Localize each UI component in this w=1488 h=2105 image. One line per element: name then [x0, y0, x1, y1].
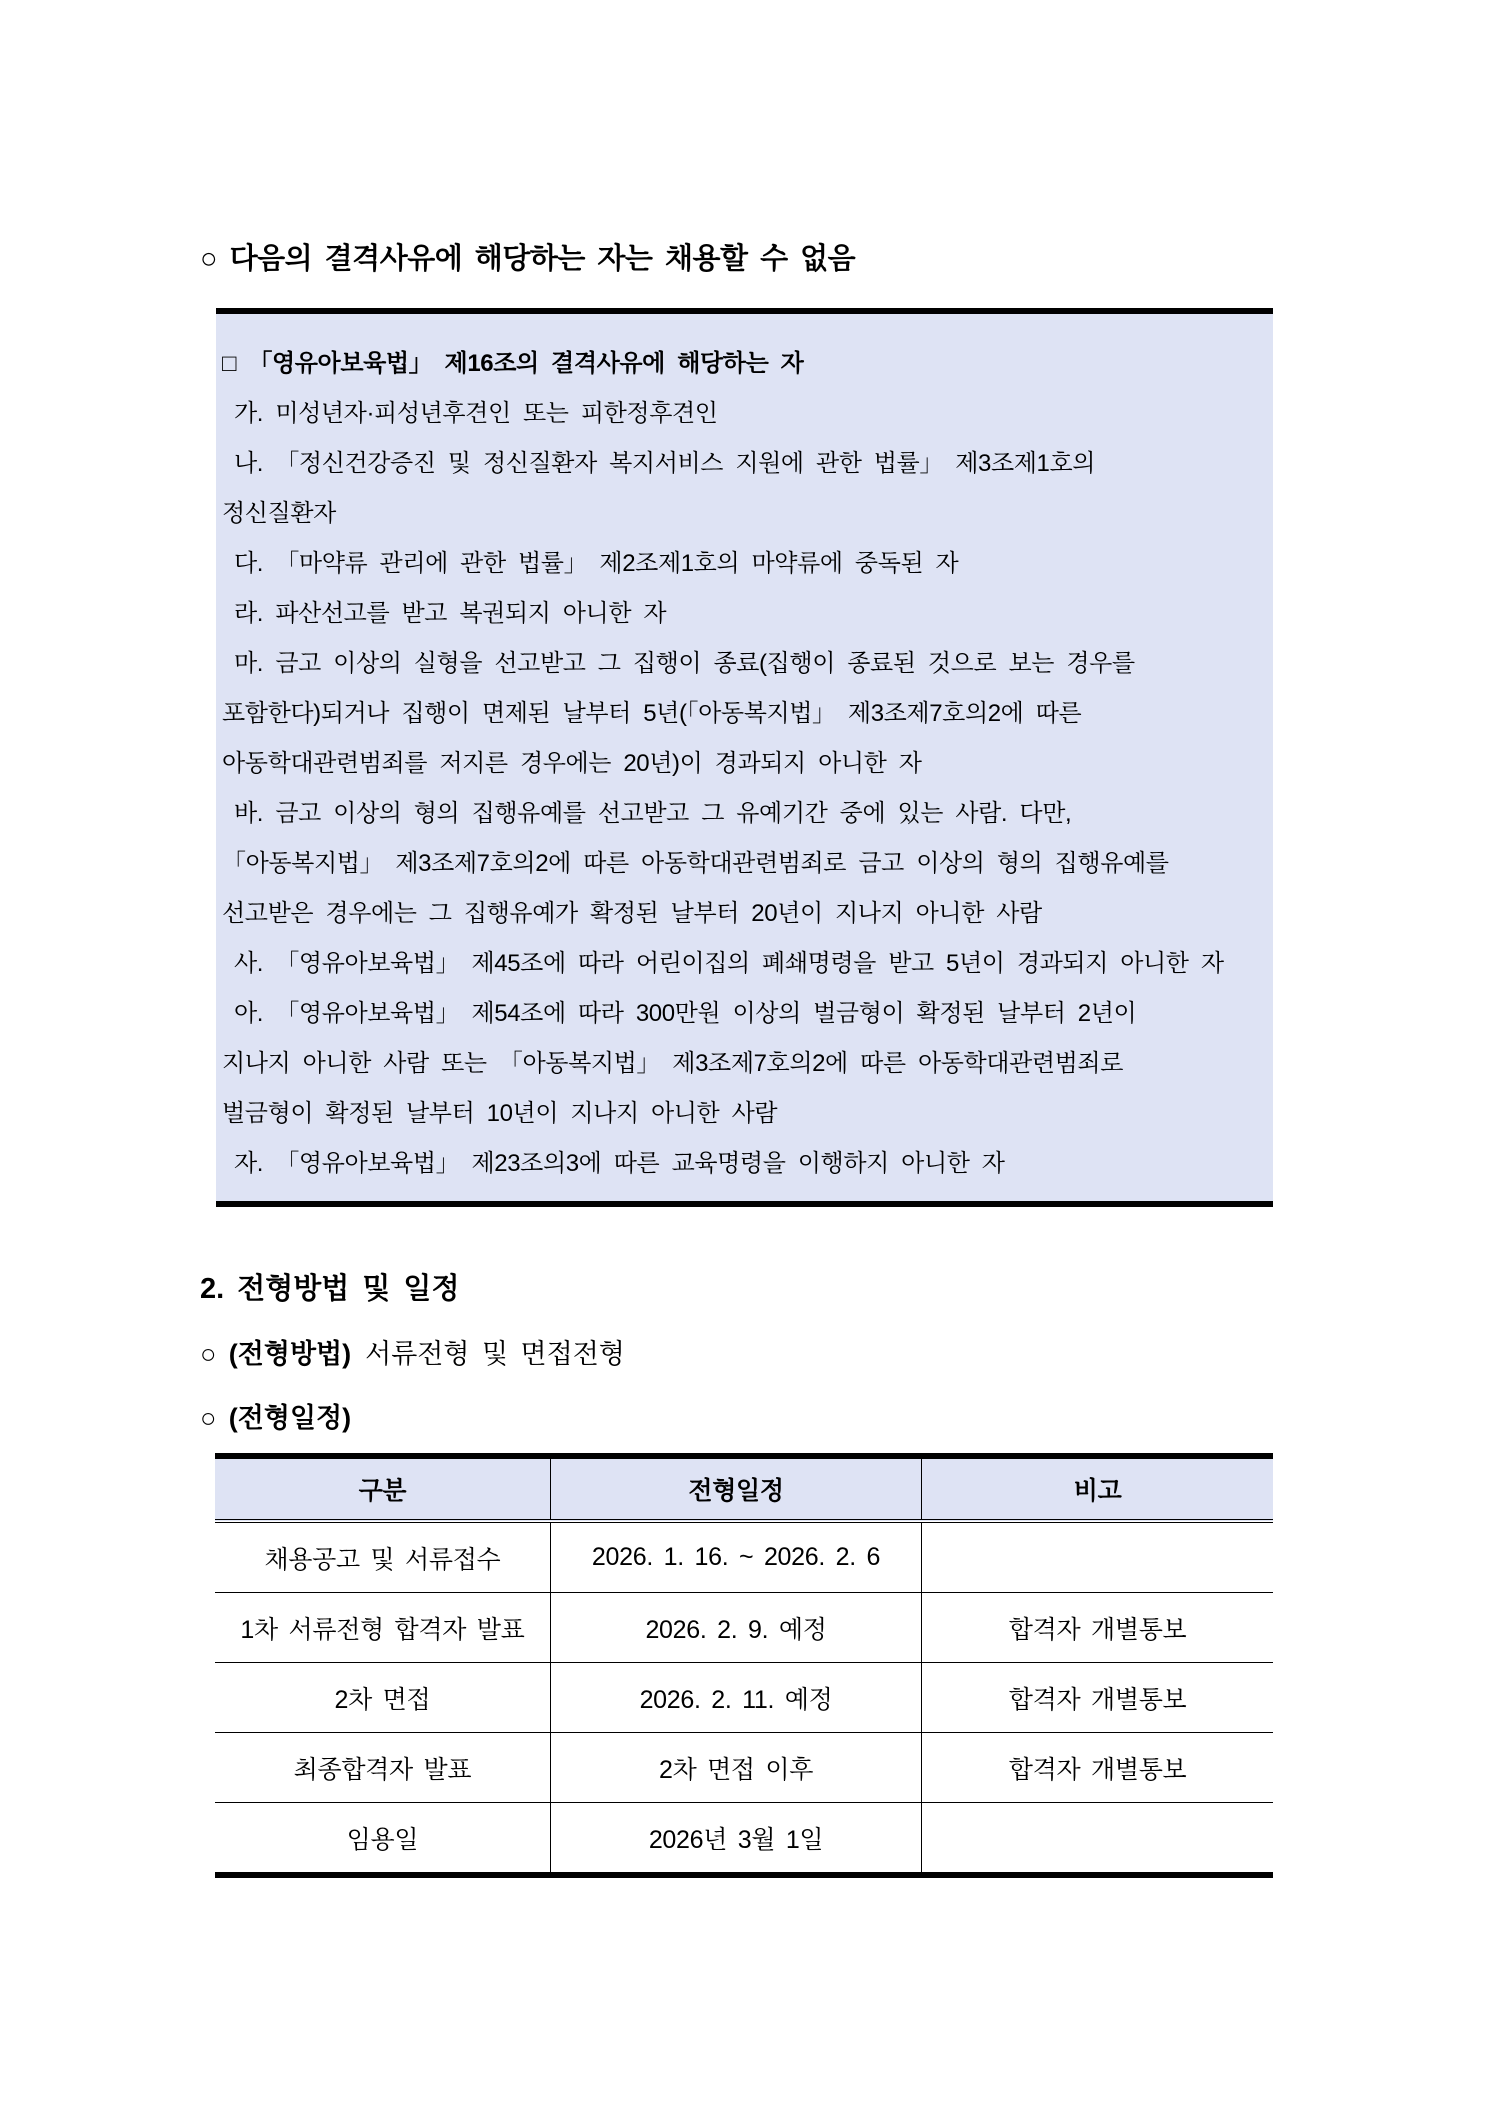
- table-cell: 2026. 1. 16. ~ 2026. 2. 6: [550, 1521, 921, 1593]
- method-value: 서류전형 및 면접전형: [365, 1339, 625, 1369]
- box-line-ma-cont1: 포함한다)되거나 집행이 면제된 날부터 5년(「아동복지법」 제3조제7호의2에 따른: [222, 700, 1082, 727]
- table-row: [215, 1593, 1273, 1663]
- table-cell: 2026. 2. 9. 예정: [550, 1593, 921, 1663]
- header-schedule: 전형일정: [550, 1456, 921, 1521]
- box-line-ra: 라. 파산선고를 받고 복권되지 아니한 자: [234, 600, 667, 627]
- table-row: [215, 1733, 1273, 1803]
- table-cell: 채용공고 및 서류접수: [264, 1545, 501, 1574]
- table-cell: 2026년 3월 1일: [550, 1803, 921, 1876]
- table-row: [215, 1663, 1273, 1733]
- table-cell: [922, 1803, 1273, 1876]
- table-cell: 2026. 2. 11. 예정: [550, 1663, 921, 1733]
- box-line-ja: 자. 「영유아보육법」 제23조의3에 따른 교육명령을 이행하지 아니한 자: [234, 1150, 1005, 1177]
- box-line-a-cont1: 지나지 아니한 사람 또는 「아동복지법」 제3조제7호의2에 따른 아동학대관련범죄로: [222, 1050, 1124, 1077]
- box-line-ba-cont1: 「아동복지법」 제3조제7호의2에 따른 아동학대관련범죄로 금고 이상의 형의 집행유예를: [222, 850, 1169, 877]
- schedule-table: [215, 1453, 1273, 1878]
- box-line-ba: 바. 금고 이상의 형의 집행유예를 선고받고 그 유예기간 중에 있는 사람. 다만,: [234, 800, 1072, 827]
- page-title: ○ 다음의 결격사유에 해당하는 자는 채용할 수 없음: [200, 243, 856, 275]
- section-2-title: 2. 전형방법 및 일정: [200, 1273, 460, 1305]
- header-note: 비고: [922, 1456, 1273, 1521]
- table-cell: 합격자 개별통보: [922, 1663, 1273, 1733]
- box-line-na-cont: 정신질환자: [222, 500, 336, 527]
- table-cell: 1차 서류전형 합격자 발표: [215, 1593, 550, 1663]
- box-line-ma-cont2: 아동학대관련범죄를 저지른 경우에는 20년)이 경과되지 아니한 자: [222, 750, 922, 777]
- box-line-a-cont2: 벌금형이 확정된 날부터 10년이 지나지 아니한 사람: [222, 1100, 778, 1127]
- box-line-da: 다. 「마약류 관리에 관한 법률」 제2조제1호의 마약류에 중독된 자: [234, 550, 959, 577]
- box-line-na: 나. 「정신건강증진 및 정신질환자 복지서비스 지원에 관한 법률」 제3조제1호의: [234, 450, 1096, 477]
- table-cell: 합격자 개별통보: [922, 1733, 1273, 1803]
- method-label: ○ (전형방법): [200, 1339, 352, 1369]
- box-line-ga: 가. 미성년자·피성년후견인 또는 피한정후견인: [234, 400, 718, 427]
- header-category: 구분: [215, 1456, 550, 1521]
- table-row: [215, 1803, 1273, 1876]
- table-cell: 최종합격자 발표: [215, 1733, 550, 1803]
- box-line-a: 아. 「영유아보육법」 제54조에 따라 300만원 이상의 벌금형이 확정된 날부터 2년이: [234, 1000, 1137, 1027]
- table-cell: 합격자 개별통보: [922, 1593, 1273, 1663]
- box-line-sa: 사. 「영유아보육법」 제45조에 따라 어린이집의 폐쇄명령을 받고 5년이 경과되지 아니한 자: [234, 950, 1224, 977]
- table-header-row: [215, 1456, 1273, 1521]
- box-title: □ 「영유아보육법」 제16조의 결격사유에 해당하는 자: [222, 350, 804, 377]
- table-cell: 2차 면접: [215, 1663, 550, 1733]
- table-cell: 임용일: [215, 1803, 550, 1876]
- schedule-label: ○ (전형일정): [200, 1403, 352, 1433]
- box-line-ma: 마. 금고 이상의 실형을 선고받고 그 집행이 종료(집행이 종료된 것으로 보는 경우를: [234, 650, 1135, 677]
- box-line-ba-cont2: 선고받은 경우에는 그 집행유예가 확정된 날부터 20년이 지나지 아니한 사람: [222, 900, 1042, 927]
- disqualification-box: [216, 308, 1273, 1207]
- table-cell: 2차 면접 이후: [550, 1733, 921, 1803]
- table-row: [215, 1521, 1273, 1593]
- table-cell: [922, 1521, 1273, 1593]
- method-line: [200, 1332, 625, 1371]
